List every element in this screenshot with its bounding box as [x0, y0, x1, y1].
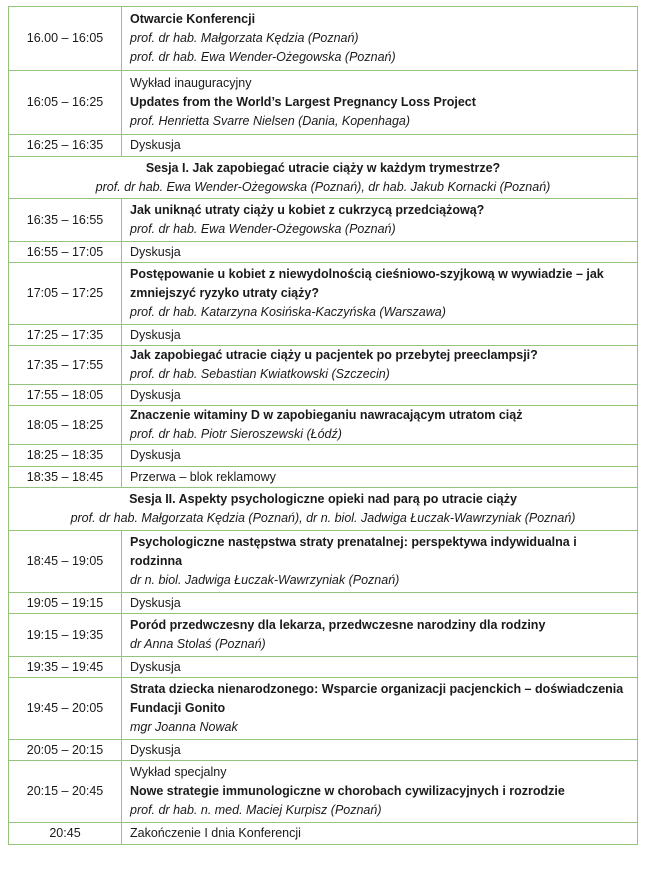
session-chairs: prof. dr hab. Małgorzata Kędzia (Poznań), dr n. biol. Jadwiga Łuczak-Wawrzyniak (Poznań)	[70, 511, 576, 525]
program-row	[9, 445, 638, 467]
program-row	[9, 199, 638, 242]
time-cell: 18:35 – 18:45	[9, 467, 122, 488]
content-cell	[122, 531, 638, 593]
content-cell	[122, 593, 638, 614]
program-row	[9, 823, 638, 845]
session-title: Sesja I. Jak zapobiegać utracie ciąży w każdym trymestrze?	[145, 160, 501, 175]
agenda-text: Dyskusja	[130, 659, 181, 674]
talk-title: Poród przedwczesny dla lekarza, przedwczesne narodziny dla rodziny	[130, 618, 546, 632]
content-cell	[122, 135, 638, 157]
time-cell: 17:25 – 17:35	[9, 325, 122, 346]
time-cell: 19:05 – 19:15	[9, 593, 122, 614]
time-cell: 16:35 – 16:55	[9, 199, 122, 242]
session-chairs: prof. dr hab. Ewa Wender-Ożegowska (Poznań), dr hab. Jakub Kornacki (Poznań)	[95, 179, 551, 194]
speaker: prof. dr hab. Katarzyna Kosińska-Kaczyńska (Warszawa)	[130, 305, 446, 319]
program-row	[9, 242, 638, 263]
program-row	[9, 71, 638, 135]
content-cell	[122, 467, 638, 488]
agenda-text: Dyskusja	[130, 595, 181, 610]
content-cell	[122, 325, 638, 346]
content-cell	[122, 406, 638, 445]
time-cell: 17:55 – 18:05	[9, 385, 122, 406]
time-cell: 16.00 – 16:05	[9, 7, 122, 71]
speaker: dr n. biol. Jadwiga Łuczak-Wawrzyniak (Poznań)	[130, 573, 400, 587]
talk-title: Jak zapobiegać utracie ciąży u pacjentek po przebytej preeclampsji?	[130, 348, 538, 362]
content-cell	[122, 263, 638, 325]
agenda-text: Dyskusja	[130, 327, 181, 342]
speaker: prof. Henrietta Svarre Nielsen (Dania, Kopenhaga)	[130, 114, 411, 128]
talk-title: Znaczenie witaminy D w zapobieganiu nawracającym utratom ciąż	[130, 408, 523, 422]
program-table-body	[9, 7, 638, 845]
time-cell: 20:15 – 20:45	[9, 761, 122, 823]
program-row	[9, 678, 638, 740]
time-cell: 16:25 – 16:35	[9, 135, 122, 157]
content-cell	[122, 657, 638, 678]
time-cell: 20:05 – 20:15	[9, 740, 122, 761]
content-cell	[122, 678, 638, 740]
talk-title: Postępowanie u kobiet z niewydolnością cieśniowo-szyjkową w wywiadzie – jak zmniejszyć ryzyko utraty ciąży?	[130, 267, 604, 300]
program-row	[9, 346, 638, 385]
content-cell	[122, 346, 638, 385]
agenda-text: Dyskusja	[130, 138, 181, 152]
time-cell: 18:45 – 19:05	[9, 531, 122, 593]
speaker: dr Anna Stolaś (Poznań)	[130, 637, 266, 651]
time-cell: 17:05 – 17:25	[9, 263, 122, 325]
agenda-text: Dyskusja	[130, 387, 181, 402]
program-row	[9, 657, 638, 678]
content-cell	[122, 761, 638, 823]
agenda-text: Dyskusja	[130, 742, 181, 757]
talk-title: Psychologiczne następstwa straty prenatalnej: perspektywa indywidualna i rodzinna	[130, 535, 577, 568]
content-cell	[122, 445, 638, 467]
speaker: prof. dr hab. Piotr Sieroszewski (Łódź)	[130, 427, 342, 441]
speaker: prof. dr hab. n. med. Maciej Kurpisz (Poznań)	[130, 803, 382, 817]
speaker: prof. dr hab. Sebastian Kwiatkowski (Szczecin)	[130, 367, 390, 381]
program-row	[9, 406, 638, 445]
speaker: prof. dr hab. Małgorzata Kędzia (Poznań)	[130, 31, 359, 45]
content-cell	[122, 823, 638, 845]
session-title: Sesja II. Aspekty psychologiczne opieki nad parą po utracie ciąży	[129, 492, 517, 506]
speaker: mgr Joanna Nowak	[130, 720, 238, 734]
time-cell: 18:05 – 18:25	[9, 406, 122, 445]
content-cell	[122, 7, 638, 71]
speaker: prof. dr hab. Ewa Wender-Ożegowska (Poznań)	[130, 50, 396, 64]
lecture-type: Wykład specjalny	[130, 765, 227, 779]
time-cell: 19:15 – 19:35	[9, 614, 122, 657]
content-cell	[122, 242, 638, 263]
time-cell: 16:05 – 16:25	[9, 71, 122, 135]
program-row	[9, 761, 638, 823]
talk-title: Strata dziecka nienarodzonego: Wsparcie organizacji pacjenckich – doświadczenia Fundacji Gonito	[130, 682, 624, 715]
time-cell: 19:35 – 19:45	[9, 657, 122, 678]
time-cell: 19:45 – 20:05	[9, 678, 122, 740]
program-row	[9, 614, 638, 657]
program-row	[9, 740, 638, 761]
program-row	[9, 385, 638, 406]
talk-title: Nowe strategie immunologiczne w chorobach cywilizacyjnych i rozrodzie	[130, 784, 565, 798]
talk-title: Otwarcie Konferencji	[130, 12, 256, 26]
session-cell	[9, 488, 638, 531]
program-table	[8, 6, 638, 845]
program-row	[9, 593, 638, 614]
agenda-text: Przerwa – blok reklamowy	[130, 469, 276, 484]
lecture-type: Wykład inauguracyjny	[130, 76, 252, 90]
speaker: prof. dr hab. Ewa Wender-Ożegowska (Poznań)	[130, 222, 396, 236]
content-cell	[122, 199, 638, 242]
content-cell	[122, 385, 638, 406]
program-row	[9, 467, 638, 488]
program-row	[9, 325, 638, 346]
time-cell: 17:35 – 17:55	[9, 346, 122, 385]
time-cell: 18:25 – 18:35	[9, 445, 122, 467]
program-row	[9, 135, 638, 157]
session-row	[9, 488, 638, 531]
content-cell	[122, 740, 638, 761]
program-row	[9, 7, 638, 71]
program-row	[9, 263, 638, 325]
agenda-text: Dyskusja	[130, 244, 181, 259]
session-row	[9, 157, 638, 199]
time-cell: 16:55 – 17:05	[9, 242, 122, 263]
session-cell	[9, 157, 638, 199]
agenda-text: Dyskusja	[130, 448, 181, 462]
time-cell: 20:45	[9, 823, 122, 845]
content-cell	[122, 614, 638, 657]
agenda-text: Zakończenie I dnia Konferencji	[130, 826, 301, 840]
talk-title: Updates from the World’s Largest Pregnancy Loss Project	[130, 95, 476, 109]
program-row	[9, 531, 638, 593]
talk-title: Jak uniknąć utraty ciąży u kobiet z cukrzycą przedciążową?	[130, 203, 485, 217]
content-cell	[122, 71, 638, 135]
